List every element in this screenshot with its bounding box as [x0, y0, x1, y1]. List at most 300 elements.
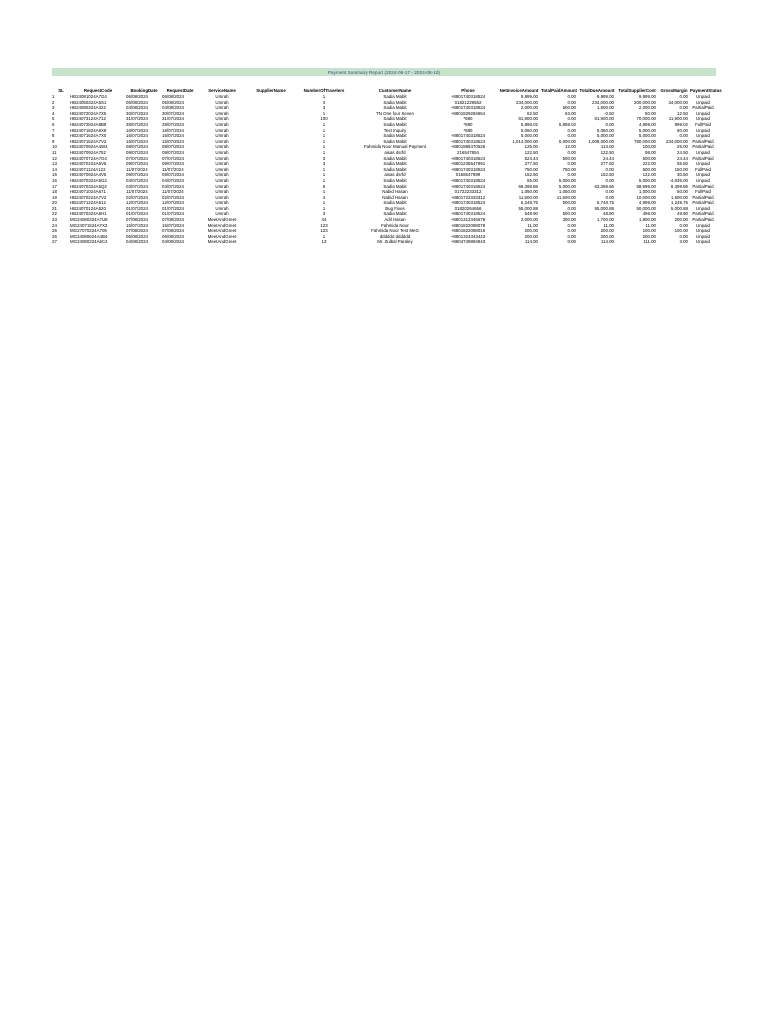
cell-total-supplier-cost: 5,000.00 [638, 127, 656, 133]
cell-gross-margin: 899.02 [674, 121, 688, 127]
cell-total-supplier-cost: 4,999.00 [638, 200, 656, 206]
cell-total-paid-amount: 0.00 [567, 149, 576, 155]
cell-request-date: 04/08/2024 [162, 105, 184, 111]
cell-request-code: HB24071524A7V2 [70, 138, 107, 144]
cell-gross-margin: 24.44 [677, 155, 688, 161]
cell-total-paid-amount: 500.00 [562, 155, 576, 161]
cell-total-supplier-cost: 222.00 [642, 161, 656, 167]
cell-net-invoice-amount: 548.90 [524, 211, 538, 217]
cell-request-date: 09/07/2024 [162, 161, 184, 167]
cell-gross-margin: 0.00 [679, 133, 688, 139]
cell-request-date: 09/07/2024 [162, 172, 184, 178]
cell-gross-margin: 8,399.86 [670, 183, 688, 189]
cell-customer-name: Nabid Hasan [382, 189, 408, 195]
cell-total-supplier-cost: 9,999.00 [638, 94, 656, 99]
cell-phone: 0156547899 [455, 172, 481, 178]
cell-total-paid-amount: 5,898.02 [558, 121, 576, 127]
cell-customer-name: aisas dsrfd [384, 172, 406, 178]
cell-request-date: 06/08/2024 [162, 94, 184, 99]
cell-total-due-amount: 11.00 [603, 222, 614, 228]
cell-total-due-amount: 234,000.00 [592, 99, 614, 105]
column-header: TotalDueAmount [579, 88, 615, 94]
cell-customer-name: Test Inquiry [383, 127, 407, 133]
cell-total-due-amount: 277.50 [600, 161, 614, 167]
cell-customer-name: Bug Fixes [385, 205, 405, 211]
cell-gross-margin: -4,935.00 [669, 177, 688, 183]
cell-phone: 216547854 [457, 149, 479, 155]
payment-summary-table [52, 84, 722, 245]
column-header: CustomerName [378, 88, 412, 94]
cell-phone: 01821229552 [454, 99, 482, 105]
cell-total-due-amount: 81,900.00 [594, 116, 614, 122]
cell-net-invoice-amount: 1,014,000.00 [512, 138, 538, 144]
cell-payment-status: FullPaid [695, 189, 711, 195]
cell-total-supplier-cost: 4,999.00 [638, 121, 656, 127]
cell-sl: 9 [52, 138, 55, 144]
cell-net-invoice-amount: 62.50 [527, 110, 538, 116]
cell-total-paid-amount: 0.00 [567, 233, 576, 239]
cell-request-date: 15/07/2024 [162, 138, 184, 144]
cell-net-invoice-amount: 750.00 [524, 166, 538, 172]
cell-total-due-amount: 0.00 [605, 177, 614, 183]
cell-sl: 21 [52, 205, 57, 211]
cell-booking-date: 16/07/2024 [126, 133, 148, 139]
cell-customer-name: Sadia Mabit [383, 105, 407, 111]
cell-booking-date: 28/07/2024 [126, 121, 148, 127]
cell-net-invoice-amount: 5,060.00 [520, 127, 538, 133]
cell-number-of-travelers: 1 [322, 205, 326, 211]
cell-total-paid-amount: 5,000.00 [558, 183, 576, 189]
cell-booking-date: 07/08/2024 [126, 228, 148, 234]
cell-number-of-travelers: 1 [322, 172, 326, 178]
cell-request-code: HB24070324A5Q2 [70, 183, 107, 189]
cell-net-invoice-amount: 2,000.00 [520, 105, 538, 111]
cell-customer-name: Sadia Mabit [383, 161, 407, 167]
cell-service-name: Umrah [215, 121, 229, 127]
cell-customer-name: Sadia Mabit [383, 94, 407, 99]
cell-service-name: Umrah [215, 205, 229, 211]
cell-total-paid-amount: 0.00 [567, 127, 576, 133]
cell-booking-date: 07/07/2024 [126, 155, 148, 161]
cell-sl: 1 [52, 94, 55, 99]
cell-payment-status: Unpaid [696, 116, 710, 122]
cell-request-code: MG24080224A6C4 [70, 239, 108, 245]
cell-gross-margin: 200.00 [674, 217, 688, 223]
cell-total-due-amount: 48.90 [603, 211, 614, 217]
cell-number-of-travelers: 44 [321, 217, 327, 223]
cell-request-date: 28/07/2024 [162, 121, 184, 127]
cell-total-paid-amount: 0.00 [567, 94, 576, 99]
column-header: RequestCode [83, 88, 113, 94]
cell-total-due-amount: 24.44 [603, 155, 614, 161]
cell-request-code: HB24073124A712 [70, 116, 106, 122]
cell-customer-name: Sadia Mabit [383, 155, 407, 161]
cell-service-name: Umrah [215, 99, 229, 105]
cell-number-of-travelers: 1 [322, 94, 326, 99]
cell-phone: +8801740318524 [450, 105, 486, 111]
cell-total-paid-amount: 750.00 [562, 166, 576, 172]
cell-payment-status: Unpaid [696, 233, 710, 239]
cell-gross-margin: 34,000.00 [668, 99, 688, 105]
cell-total-paid-amount: 0.00 [567, 205, 576, 211]
cell-phone: +8801740318524 [450, 166, 486, 172]
cell-payment-status: Unpaid [696, 99, 710, 105]
cell-total-paid-amount: 12.00 [565, 144, 576, 150]
cell-service-name: MeetAndGreet [207, 217, 237, 223]
cell-sl: 26 [52, 233, 57, 239]
cell-payment-status: PartialPaid [692, 183, 714, 189]
column-header: ServiceName [208, 88, 236, 94]
column-header: TotalPaidAmount [540, 88, 578, 94]
cell-booking-date: 15/07/2024 [126, 138, 148, 144]
cell-number-of-travelers: 1 [322, 200, 326, 206]
cell-sl: 12 [52, 155, 57, 161]
cell-total-supplier-cost: 98.00 [645, 149, 656, 155]
cell-net-invoice-amount: 122.50 [524, 149, 538, 155]
cell-request-code: HB24072824A8B9 [70, 121, 107, 127]
cell-number-of-travelers: 3 [322, 155, 326, 161]
report-title-bar [52, 68, 716, 76]
cell-request-code: HB24070324A5H1 [70, 211, 107, 217]
cell-payment-status: Unpaid [696, 222, 710, 228]
cell-sl: 25 [52, 228, 57, 234]
cell-total-due-amount: 0.00 [605, 189, 614, 195]
cell-sl: 16 [52, 177, 57, 183]
cell-payment-status: Unpaid [696, 133, 710, 139]
cell-phone: +8801740318524 [450, 200, 486, 206]
cell-total-supplier-cost: 50,000.00 [636, 205, 656, 211]
cell-total-paid-amount: 11,500.00 [556, 194, 576, 200]
cell-phone: +8801740318524 [450, 155, 486, 161]
cell-total-due-amount: 152.50 [600, 172, 614, 178]
column-header: NumberOfTravelers [303, 88, 345, 94]
cell-number-of-travelers: 1 [322, 149, 326, 155]
cell-request-code: HB24070724A7G4 [70, 155, 107, 161]
cell-gross-margin: 3.00 [679, 239, 688, 245]
cell-service-name: MeetAndGreet [207, 233, 237, 239]
cell-booking-date: 08/07/2024 [126, 144, 148, 150]
table-body [52, 94, 716, 245]
cell-service-name: Umrah [215, 116, 229, 122]
cell-sl: 18 [52, 189, 57, 195]
cell-number-of-travelers: 1 [322, 177, 326, 183]
cell-total-due-amount: 122.50 [600, 149, 614, 155]
cell-service-name: Umrah [215, 138, 229, 144]
cell-request-code: HB24070924A752 [70, 149, 106, 155]
cell-payment-status: PartialPaid [692, 194, 714, 200]
cell-service-name: Umrah [215, 211, 229, 217]
cell-net-invoice-amount: 234,000.00 [516, 99, 538, 105]
cell-booking-date: 01/07/2024 [126, 211, 148, 217]
cell-service-name: Umrah [215, 110, 229, 116]
cell-total-due-amount: 0.00 [605, 121, 614, 127]
cell-payment-status: PartialPaid [692, 105, 714, 111]
cell-request-date: 07/07/2024 [162, 155, 184, 161]
cell-total-paid-amount: 0.00 [567, 239, 576, 245]
cell-gross-margin: 5,000.88 [670, 205, 688, 211]
cell-payment-status: Unpaid [696, 161, 710, 167]
cell-sl: 11 [52, 149, 57, 155]
cell-net-invoice-amount: 2,000.00 [520, 217, 538, 223]
cell-service-name: MeetAndGreet [207, 222, 237, 228]
cell-total-supplier-cost: 111.00 [643, 239, 656, 245]
cell-sl: 2 [52, 99, 55, 105]
cell-number-of-travelers: 4 [322, 99, 326, 105]
cell-payment-status: Unpaid [696, 127, 710, 133]
cell-phone: +8801740318524 [450, 94, 486, 99]
cell-gross-margin: 0.00 [679, 105, 688, 111]
cell-net-invoice-amount: 11,500.00 [518, 194, 538, 200]
cell-sl: 27 [52, 239, 57, 245]
cell-total-supplier-cost: 1,800.00 [638, 217, 656, 223]
header-row [52, 84, 716, 94]
column-header: BookingDate [130, 88, 158, 94]
cell-request-code: HB24071224A512 [70, 200, 106, 206]
cell-total-supplier-cost: 10,000.00 [636, 194, 656, 200]
cell-total-supplier-cost: 500.00 [642, 155, 656, 161]
cell-phone: +8801324343443 [450, 233, 486, 239]
cell-request-date: 01/07/2024 [162, 205, 184, 211]
cell-payment-status: PartialPaid [692, 144, 714, 150]
cell-request-date: 05/08/2024 [162, 99, 184, 105]
cell-total-paid-amount: 0.00 [567, 161, 576, 167]
cell-total-paid-amount: 0.00 [567, 222, 576, 228]
cell-booking-date: 04/07/2024 [126, 177, 148, 183]
cell-number-of-travelers: 13 [321, 239, 327, 245]
cell-number-of-travelers: 1 [322, 127, 326, 133]
cell-total-supplier-cost: 11.00 [645, 222, 656, 228]
cell-booking-date: 07/08/2024 [126, 217, 148, 223]
cell-total-paid-amount: 0.00 [567, 133, 576, 139]
cell-total-supplier-cost: 70,000.00 [636, 116, 656, 122]
cell-gross-margin: 0.00 [679, 222, 688, 228]
cell-booking-date: 01/07/2024 [126, 205, 148, 211]
cell-total-due-amount: 200.00 [600, 228, 614, 234]
cell-net-invoice-amount: 81,900.00 [518, 116, 538, 122]
cell-request-date: 07/08/2024 [162, 228, 184, 234]
cell-number-of-travelers: 1 [322, 110, 326, 116]
cell-gross-margin: 30.50 [677, 172, 688, 178]
cell-service-name: Umrah [215, 94, 229, 99]
cell-net-invoice-amount: 6,248.75 [520, 200, 538, 206]
cell-total-paid-amount: 63.00 [565, 110, 576, 116]
cell-booking-date: 05/08/2024 [126, 99, 148, 105]
cell-number-of-travelers: 1 [322, 166, 326, 172]
cell-booking-date: 09/07/2024 [126, 172, 148, 178]
cell-net-invoice-amount: 65.00 [527, 177, 538, 183]
cell-phone: +8801822088078 [450, 222, 486, 228]
cell-total-supplier-cost: 100.00 [642, 144, 656, 150]
cell-net-invoice-amount: 114.00 [524, 239, 538, 245]
cell-sl: 5 [52, 116, 55, 122]
cell-request-code: HB24071824A6X8 [70, 127, 107, 133]
cell-payment-status: Unpaid [696, 110, 710, 116]
cell-request-code: HB24070324A5G2 [70, 177, 107, 183]
cell-customer-name: Nabid Hasan [382, 194, 408, 200]
cell-gross-margin: 24.50 [677, 149, 688, 155]
cell-net-invoice-amount: 200.00 [524, 228, 538, 234]
cell-phone: *880 [463, 121, 473, 127]
cell-net-invoice-amount: 5,898.02 [520, 121, 538, 127]
cell-service-name: Umrah [215, 105, 229, 111]
cell-total-supplier-cost: 780,000.00 [634, 138, 656, 144]
cell-total-supplier-cost: 59,999.00 [636, 183, 656, 189]
cell-total-due-amount: 1,009,000.00 [588, 138, 614, 144]
cell-customer-name: Sadia Mabit [383, 133, 407, 139]
cell-request-code: HB24080324A322 [70, 105, 106, 111]
cell-request-code: HB24071024A671 [70, 189, 106, 195]
cell-request-code: MG24080324A7U8 [70, 217, 108, 223]
cell-total-supplier-cost: 100.00 [642, 228, 656, 234]
cell-request-date: 07/08/2024 [162, 217, 184, 223]
cell-net-invoice-amount: 152.50 [524, 172, 538, 178]
cell-payment-status: Unpaid [696, 177, 710, 183]
cell-booking-date: 04/08/2024 [126, 105, 148, 111]
cell-total-supplier-cost: 5,000.00 [638, 133, 656, 139]
cell-phone: +8801985470526 [450, 144, 486, 150]
cell-gross-margin: 11,900.00 [668, 116, 688, 122]
cell-gross-margin: 25.00 [677, 144, 688, 150]
cell-total-due-amount: 63,398.86 [594, 183, 614, 189]
column-header: RequestDate [166, 88, 194, 94]
cell-sl: 20 [52, 200, 57, 206]
cell-total-supplier-cost: 5,000.00 [638, 177, 656, 183]
cell-phone: +8801740318524 [450, 133, 486, 139]
cell-total-supplier-cost: 200.00 [642, 233, 656, 239]
cell-total-paid-amount: 5,000.00 [558, 177, 576, 183]
cell-booking-date: 02/07/2024 [126, 194, 148, 200]
cell-request-code: HB24070224A7V2 [70, 194, 107, 200]
cell-net-invoice-amount: 125.00 [524, 144, 538, 150]
column-header: SupplierName [256, 88, 286, 94]
cell-sl: 22 [52, 211, 57, 217]
cell-customer-name: aisas dsrfd [384, 149, 406, 155]
cell-total-due-amount: 113.00 [600, 144, 614, 150]
cell-net-invoice-amount: 9,999.00 [520, 94, 538, 99]
cell-booking-date: 30/07/2024 [126, 110, 148, 116]
cell-number-of-travelers: 1 [322, 121, 326, 127]
cell-service-name: Umrah [215, 177, 229, 183]
cell-sl: 14 [52, 166, 57, 172]
cell-request-date: 30/07/2024 [162, 110, 184, 116]
cell-gross-margin: 12.50 [677, 110, 688, 116]
cell-payment-status: FullPaid [695, 121, 711, 127]
cell-service-name: Umrah [215, 161, 229, 167]
cell-payment-status: PartialPaid [692, 155, 714, 161]
cell-payment-status: Unpaid [696, 205, 710, 211]
cell-total-paid-amount: 500.00 [562, 105, 576, 111]
cell-booking-date: 09/07/2024 [126, 161, 148, 167]
column-header: GrossMargin [660, 88, 688, 94]
column-header: Phone [461, 88, 475, 94]
cell-customer-name: Sadia Mabit [383, 200, 407, 206]
column-header: NetInvoiceAmount [499, 88, 539, 94]
cell-request-code: MG24080624A4B4 [70, 233, 108, 239]
cell-phone: *880 [463, 127, 473, 133]
cell-gross-margin: 234,000.00 [666, 138, 688, 144]
cell-total-supplier-cost: 122.00 [642, 172, 656, 178]
cell-net-invoice-amount: 11.00 [527, 222, 538, 228]
cell-net-invoice-amount: 68,398.86 [518, 183, 538, 189]
cell-total-paid-amount: 500.00 [562, 211, 576, 217]
cell-customer-name: Sadia Mabit [383, 166, 407, 172]
cell-payment-status: PartialPaid [692, 217, 714, 223]
cell-customer-name: Mr. Zulbal Paraley [377, 239, 413, 245]
cell-request-code: MG24071524A7X3 [70, 222, 108, 228]
cell-request-date: 02/07/2024 [162, 194, 184, 200]
cell-payment-status: Unpaid [696, 239, 710, 245]
cell-net-invoice-amount: 55,000.88 [518, 205, 538, 211]
cell-sl: 17 [52, 183, 57, 189]
cell-payment-status: PartialPaid [692, 138, 714, 144]
cell-total-due-amount: 114.00 [600, 239, 614, 245]
cell-net-invoice-amount: 277.50 [524, 161, 538, 167]
cell-gross-margin: 1,249.75 [670, 200, 688, 206]
cell-phone: +8801822088016 [450, 228, 486, 234]
cell-sl: 3 [52, 105, 55, 111]
cell-payment-status: Unpaid [696, 94, 710, 99]
cell-supplier-name [246, 239, 296, 245]
cell-customer-name: Adil Hasan [384, 217, 406, 223]
cell-booking-date: 31/07/2024 [126, 116, 148, 122]
cell-sl: 10 [52, 144, 57, 150]
cell-total-paid-amount: 0.00 [567, 172, 576, 178]
cell-service-name: MeetAndGreet [207, 239, 237, 245]
cell-customer-name: TN One four Seven [376, 110, 414, 116]
cell-net-invoice-amount: 524.44 [524, 155, 538, 161]
cell-booking-date: 11/07/2024 [126, 189, 148, 195]
cell-customer-name: Sadia Mabit [383, 211, 407, 217]
cell-service-name: Umrah [215, 194, 229, 200]
cell-number-of-travelers: 3 [322, 211, 326, 217]
cell-gross-margin: 50.00 [677, 189, 688, 195]
cell-total-due-amount: 5,748.75 [596, 200, 614, 206]
cell-sl: 8 [52, 133, 55, 139]
cell-booking-date: 03/07/2024 [126, 183, 148, 189]
cell-request-code: MG27070224A709 [70, 228, 107, 234]
cell-service-name: Umrah [215, 166, 229, 172]
cell-total-paid-amount: 300.00 [562, 217, 576, 223]
cell-payment-status: Unpaid [696, 228, 710, 234]
cell-phone: +8801829284654 [450, 110, 486, 116]
cell-phone: +8801740318524 [450, 177, 486, 183]
table-row [52, 239, 716, 245]
cell-total-paid-amount: 5,000.00 [558, 138, 576, 144]
cell-request-date: 15/07/2024 [162, 222, 184, 228]
cell-total-due-amount: 5,000.00 [596, 133, 614, 139]
cell-booking-date: 09/07/2024 [126, 149, 148, 155]
cell-sl: 6 [52, 121, 55, 127]
cell-customer-name: dddddd dddddd [379, 233, 411, 239]
cell-sl: 13 [52, 161, 57, 167]
cell-phone: 01820264656 [454, 205, 482, 211]
cell-request-code: HB24071624A7X0 [70, 133, 107, 139]
cell-phone: *880 [463, 116, 473, 122]
cell-number-of-travelers: 3 [322, 161, 326, 167]
cell-service-name: Umrah [215, 155, 229, 161]
cell-sl: 23 [52, 217, 57, 223]
cell-net-invoice-amount: 1,050.00 [520, 189, 538, 195]
cell-request-date: 16/07/2024 [162, 133, 184, 139]
cell-request-date: 11/07/2024 [162, 189, 184, 195]
cell-number-of-travelers: 1 [322, 138, 326, 144]
cell-service-name: Umrah [215, 183, 229, 189]
cell-gross-margin: 0.00 [679, 94, 688, 99]
cell-request-date: 03/07/2024 [162, 183, 184, 189]
cell-phone: +8801740318524 [450, 211, 486, 217]
cell-gross-margin: 0.00 [679, 233, 688, 239]
cell-customer-name: Sadia Mabit [383, 138, 407, 144]
